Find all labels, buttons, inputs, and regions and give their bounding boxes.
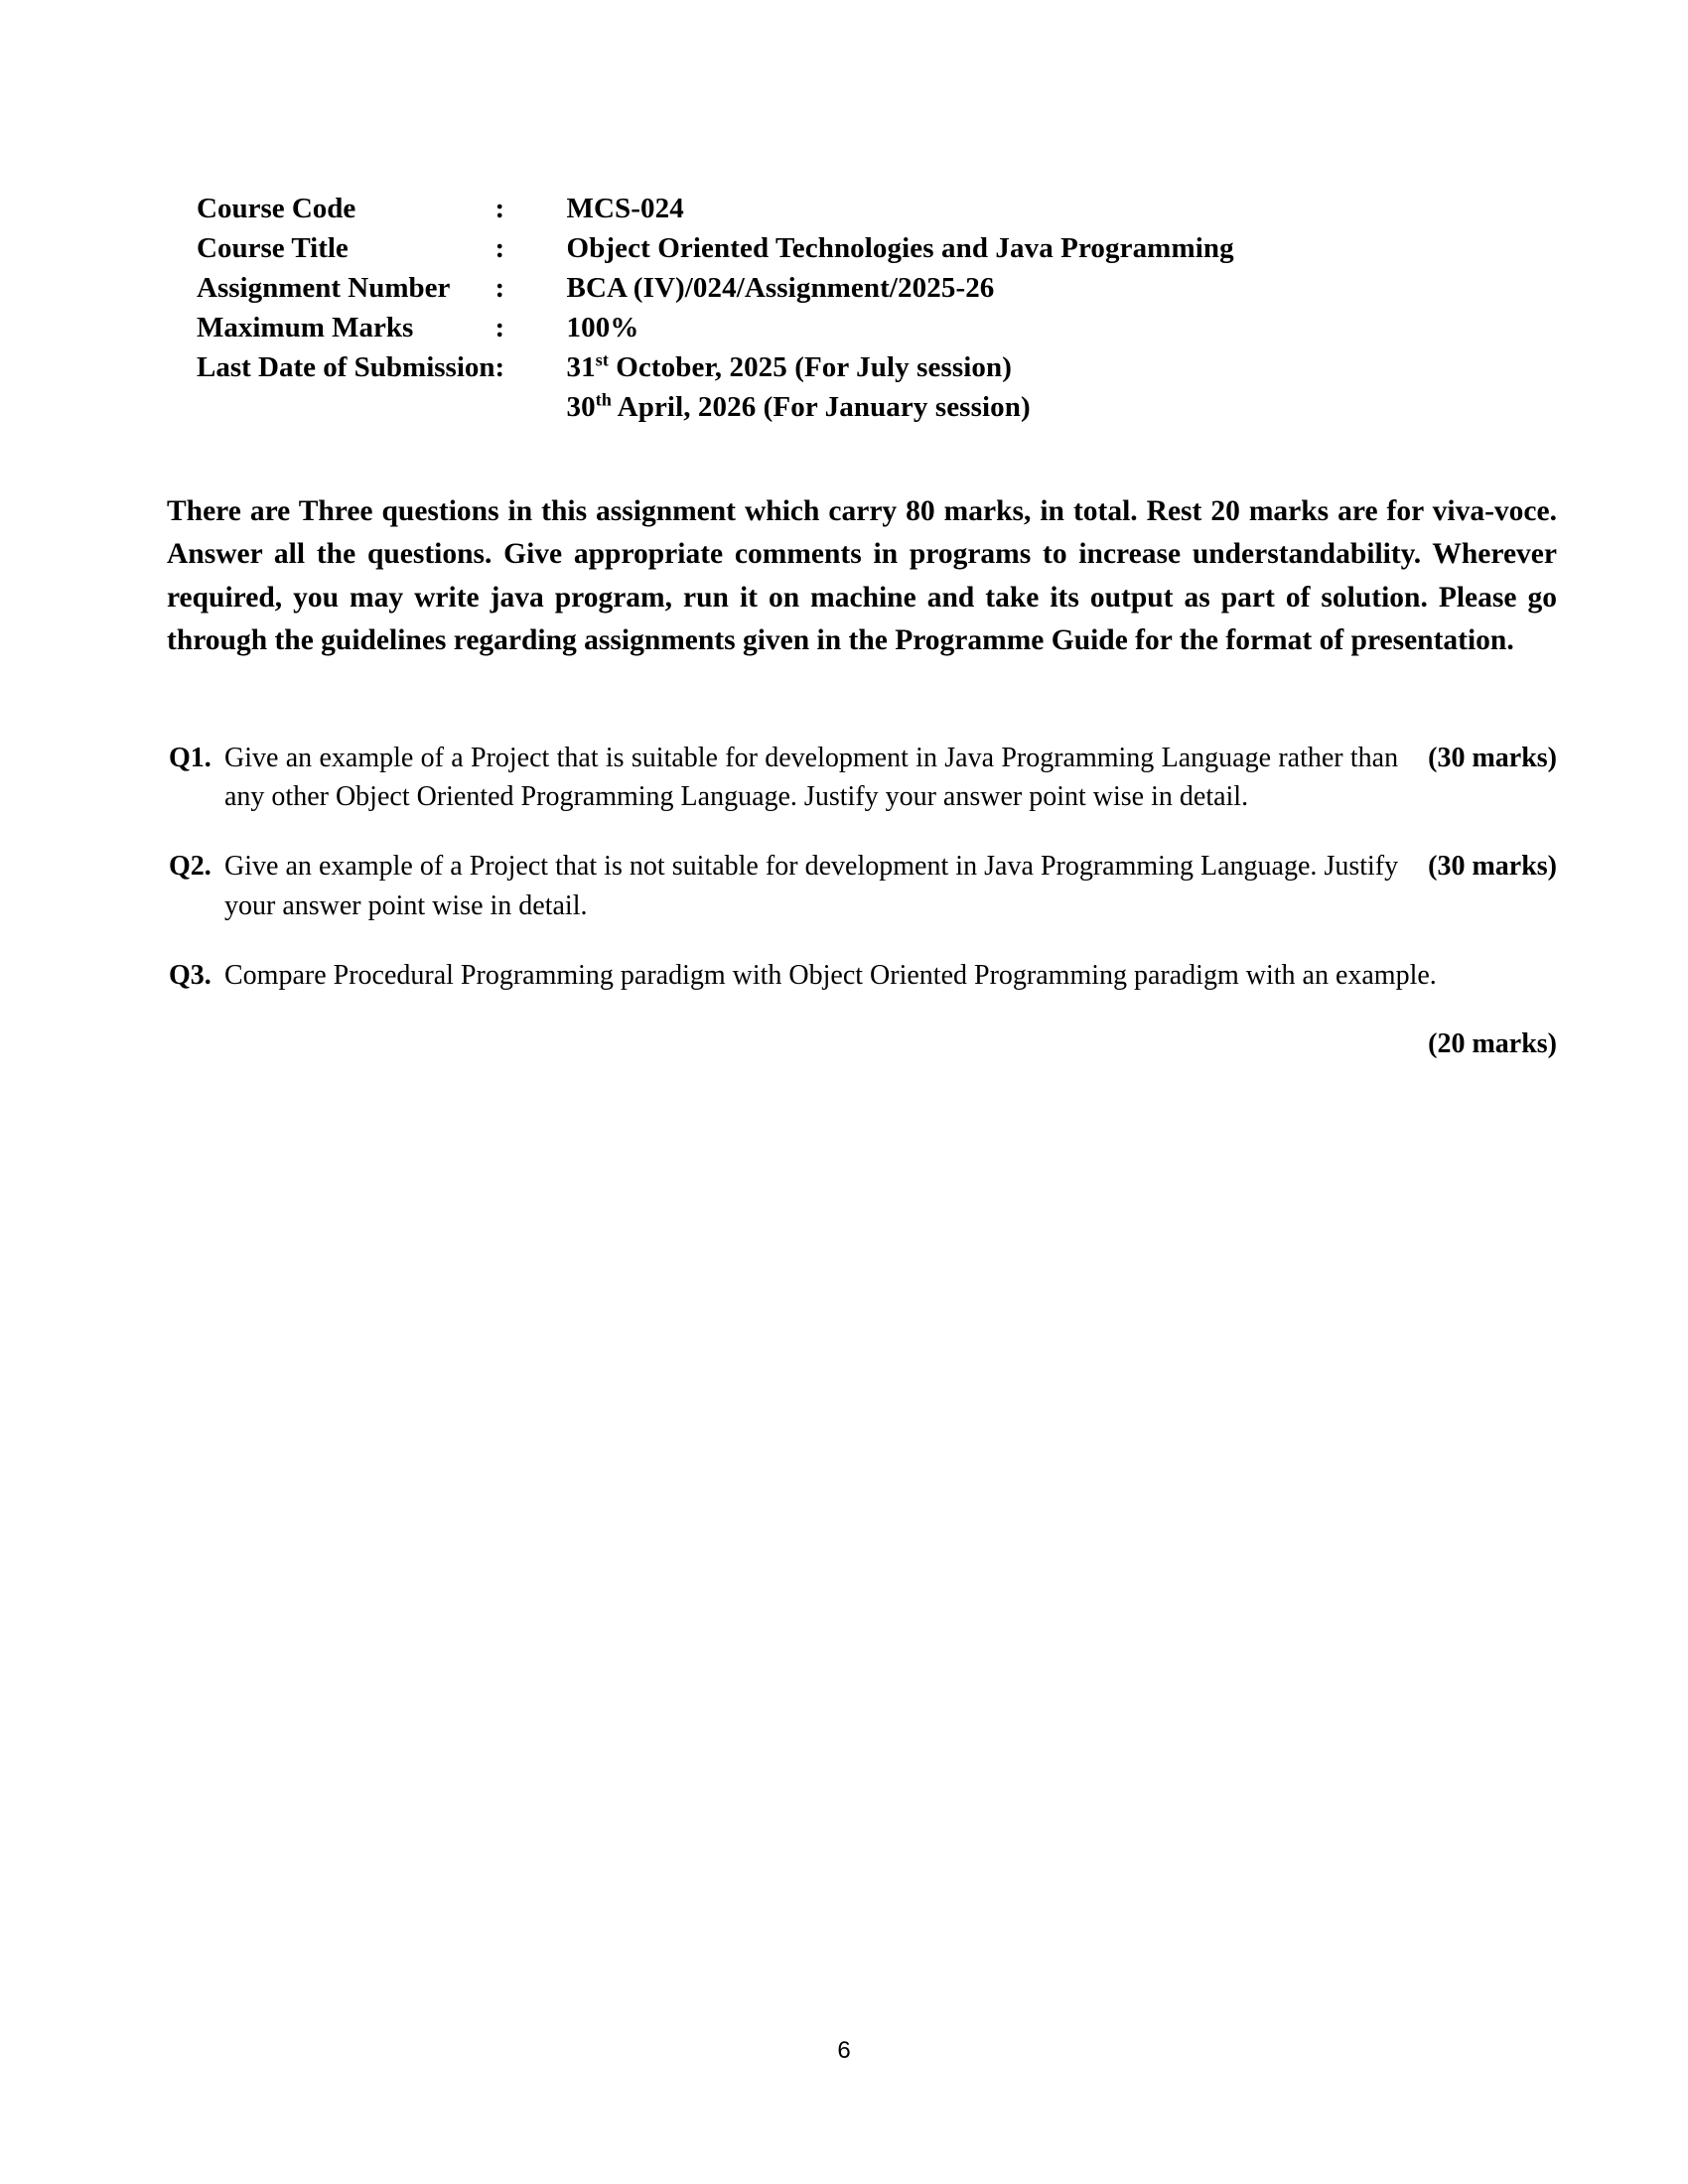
meta-label-maximum-marks: Maximum Marks (197, 312, 414, 344)
question-text: Compare Procedural Programming paradigm with Object Oriented Programming paradigm with an example. (224, 959, 1437, 991)
document-content (167, 189, 1557, 1094)
question-item-2 (167, 847, 1557, 926)
table-row (197, 189, 1234, 228)
date-ordinal-suffix: st (595, 349, 609, 370)
table-row (197, 347, 1234, 387)
page-footer (0, 2037, 1688, 2065)
question-text-wrapper (224, 739, 1557, 818)
question-text: Give an example of a Project that is not suitable for development in Java Programming Language. Justify your answer point wise in detail. (224, 851, 1399, 921)
meta-value-last-date-january (567, 387, 1234, 427)
meta-label-empty (197, 387, 495, 427)
meta-separator: : (494, 272, 505, 305)
table-row (197, 228, 1234, 268)
meta-separator-empty (495, 387, 567, 427)
meta-value-course-title: Object Oriented Technologies and Java Programming (566, 232, 1234, 265)
question-marks: (30 marks) (1428, 851, 1557, 883)
date-rest: October, 2025 (For July session) (608, 351, 1012, 384)
meta-separator: : (494, 351, 505, 384)
assignment-instructions: There are Three questions in this assignment which carry 80 marks, in total. Rest 20 marks are for viva-voce. Answer all the questions. Give appropriate comments in programs to increase understandability. Wherever required, you may write java program, run it on machine and take its output as part of solution. Please go through the guidelines regarding assignments given in the Programme Guide for the format of presentation. (167, 495, 1557, 657)
meta-value-assignment-number: BCA (IV)/024/Assignment/2025-26 (566, 272, 995, 305)
meta-label-last-date: Last Date of Submission (197, 351, 495, 384)
question-text-wrapper (224, 847, 1557, 926)
meta-value-course-code: MCS-024 (566, 193, 684, 224)
meta-separator: : (494, 232, 505, 265)
meta-value-last-date-july (567, 347, 1234, 387)
question-number: Q2. (169, 851, 211, 883)
meta-label-assignment-number: Assignment Number (197, 272, 451, 305)
question-text: Give an example of a Project that is suitable for development in Java Programming Language rather than any other Object Oriented Programming Language. Justify your answer point wise in detail. (224, 742, 1399, 813)
page-number: 6 (837, 2037, 851, 2064)
meta-separator: : (494, 312, 505, 344)
date-ordinal-suffix: th (595, 389, 612, 410)
question-marks: (20 marks) (1428, 1028, 1557, 1060)
question-marks: (30 marks) (1428, 742, 1557, 773)
question-item-1 (167, 739, 1557, 818)
questions-list (167, 739, 1557, 1065)
table-row (197, 387, 1234, 427)
date-number: 30 (566, 391, 596, 424)
table-row (197, 268, 1234, 308)
meta-value-maximum-marks: 100% (566, 312, 639, 344)
table-row (197, 308, 1234, 347)
meta-separator: : (494, 193, 505, 224)
date-rest: April, 2026 (For January session) (611, 391, 1031, 424)
course-meta-table (197, 189, 1234, 427)
meta-label-course-code: Course Code (197, 193, 356, 224)
date-number: 31 (566, 351, 596, 384)
question-number: Q3. (169, 959, 211, 991)
question-number: Q1. (169, 742, 211, 773)
question-item-3 (167, 956, 1557, 1065)
meta-label-course-title: Course Title (197, 232, 349, 265)
question-text-wrapper (224, 956, 1557, 1065)
